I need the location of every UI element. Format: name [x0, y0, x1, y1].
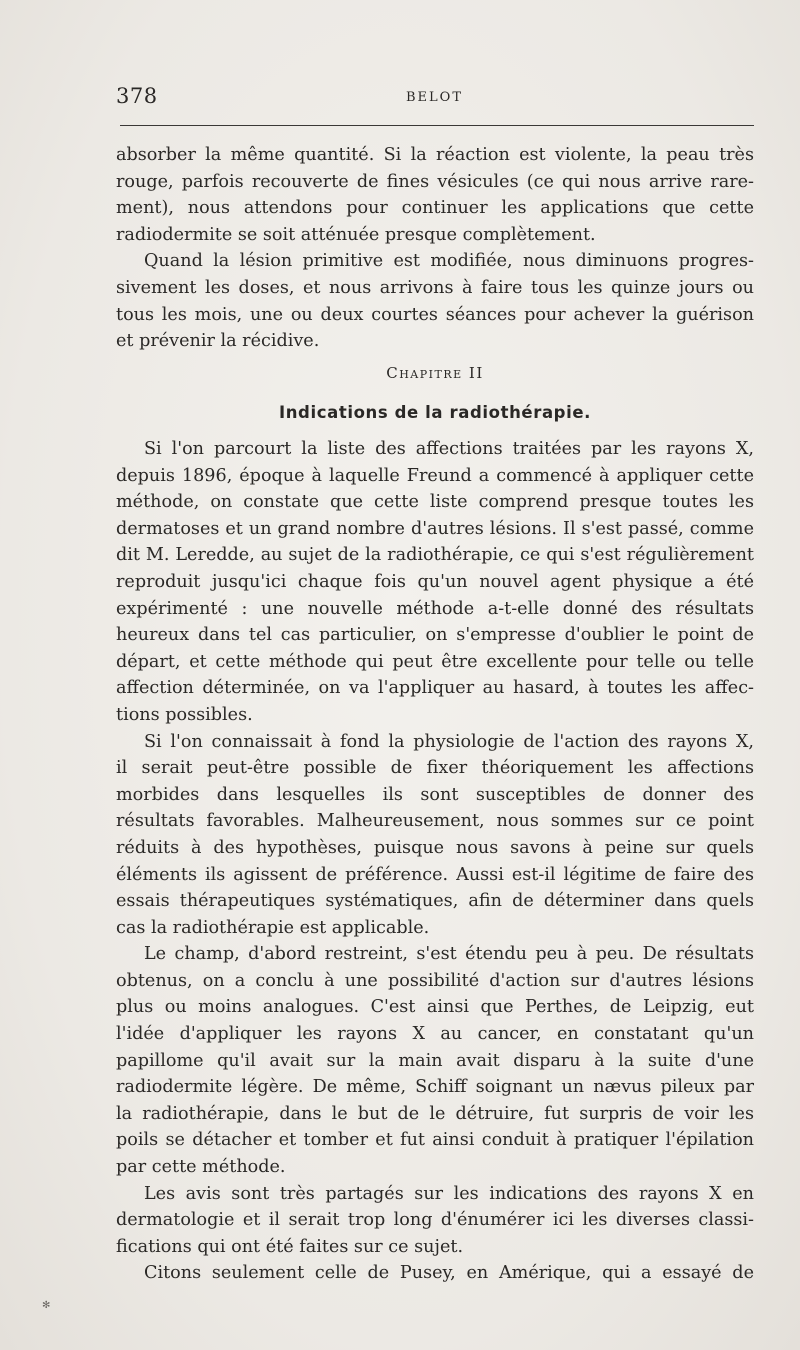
text-line: dermatologie et il serait trop long d'énumérer ici les diverses classi-	[116, 1210, 754, 1231]
text-line: essais thérapeutiques systématiques, afin de déterminer dans quels	[116, 891, 754, 912]
text-line: poils se détacher et tomber et fut ainsi conduit à pratiquer l'épilation	[116, 1130, 754, 1151]
text-line: par cette méthode.	[116, 1157, 286, 1178]
text-line: ment), nous attendons pour continuer les applications que cette	[116, 198, 754, 219]
text-line: Les avis sont très partagés sur les indications des rayons X en	[144, 1183, 754, 1204]
page-number: 378	[116, 84, 158, 108]
text-line: Le champ, d'abord restreint, s'est étendu peu à peu. De résultats	[144, 944, 754, 965]
text-line: il serait peut-être possible de fixer théoriquement les affections	[116, 758, 754, 779]
text-line: Quand la lésion primitive est modifiée, nous diminuons progres-	[144, 251, 754, 272]
text-line: Si l'on parcourt la liste des affections traitées par les rayons X,	[144, 439, 754, 459]
text-line: Si l'on connaissait à fond la physiologie de l'action des rayons X,	[144, 731, 754, 752]
text-line: dit M. Leredde, au sujet de la radiothérapie, ce qui s'est régulièrement	[116, 545, 754, 566]
paragraph	[116, 142, 754, 248]
running-head: BELOT	[406, 90, 464, 105]
paragraph	[116, 1181, 754, 1261]
paragraph	[116, 436, 754, 729]
paragraph	[116, 1260, 754, 1287]
text-line: fications qui ont été faites sur ce sujet.	[116, 1236, 464, 1257]
text-line: tous les mois, une ou deux courtes séances pour achever la guérison	[116, 304, 754, 325]
text-line: morbides dans lesquelles ils sont susceptibles de donner des	[116, 784, 754, 805]
text-line: méthode, on constate que cette liste comprend presque toutes les	[116, 492, 754, 513]
paragraph	[116, 729, 754, 942]
text-line: Citons seulement celle de Pusey, en Amérique, qui a essayé de	[144, 1263, 754, 1284]
paragraph	[116, 248, 754, 354]
text-line: radiodermite se soit atténuée presque complètement.	[116, 224, 596, 245]
text-line: départ, et cette méthode qui peut être excellente pour telle ou telle	[116, 651, 754, 672]
text-line: tions possibles.	[116, 704, 253, 725]
text-line: la radiothérapie, dans le but de le détruire, fut surpris de voir les	[116, 1103, 754, 1124]
text-line: depuis 1896, époque à laquelle Freund a commencé à appliquer cette	[116, 465, 754, 486]
text-line: reproduit jusqu'ici chaque fois qu'un nouvel agent physique a été	[116, 571, 754, 592]
chapter-label: Chapitre II	[386, 364, 484, 382]
text-line: réduits à des hypothèses, puisque nous savons à peine sur quels	[116, 837, 754, 858]
text-line: absorber la même quantité. Si la réaction est violente, la peau très	[116, 145, 754, 165]
page-header	[116, 84, 756, 114]
text-line: éléments ils agissent de préférence. Aussi est-il légitime de faire des	[116, 864, 754, 885]
text-line: affection déterminée, on va l'appliquer au hasard, à toutes les affec-	[116, 678, 754, 699]
paragraph	[116, 941, 754, 1180]
text-line: l'idée d'appliquer les rayons X au cancer, en constatant qu'un	[116, 1024, 754, 1045]
text-line: rouge, parfois recouverte de fines vésicules (ce qui nous arrive rare-	[116, 171, 754, 192]
ink-speck: ✻	[42, 1300, 51, 1311]
text-line: obtenus, on a conclu à une possibilité d'action sur d'autres lésions	[116, 970, 754, 991]
text-block-top	[116, 142, 754, 355]
text-line: cas la radiothérapie est applicable.	[116, 917, 430, 938]
header-rule	[120, 125, 754, 126]
text-block-main	[116, 436, 754, 1287]
section-title: Indications de la radiothérapie.	[278, 403, 592, 422]
text-line: dermatoses et un grand nombre d'autres lésions. Il s'est passé, comme	[116, 518, 754, 539]
text-line: plus ou moins analogues. C'est ainsi que Perthes, de Leipzig, eut	[116, 997, 754, 1018]
text-line: sivement les doses, et nous arrivons à faire tous les quinze jours ou	[116, 277, 754, 298]
text-line: radiodermite légère. De même, Schiff soignant un nævus pileux par	[116, 1077, 754, 1098]
text-line: résultats favorables. Malheureusement, nous sommes sur ce point	[116, 811, 754, 832]
text-line: papillome qu'il avait sur la main avait disparu à la suite d'une	[116, 1050, 754, 1071]
text-line: et prévenir la récidive.	[116, 331, 320, 352]
text-line: heureux dans tel cas particulier, on s'empresse d'oublier le point de	[116, 625, 754, 646]
text-line: expérimenté : une nouvelle méthode a-t-elle donné des résultats	[116, 598, 754, 619]
